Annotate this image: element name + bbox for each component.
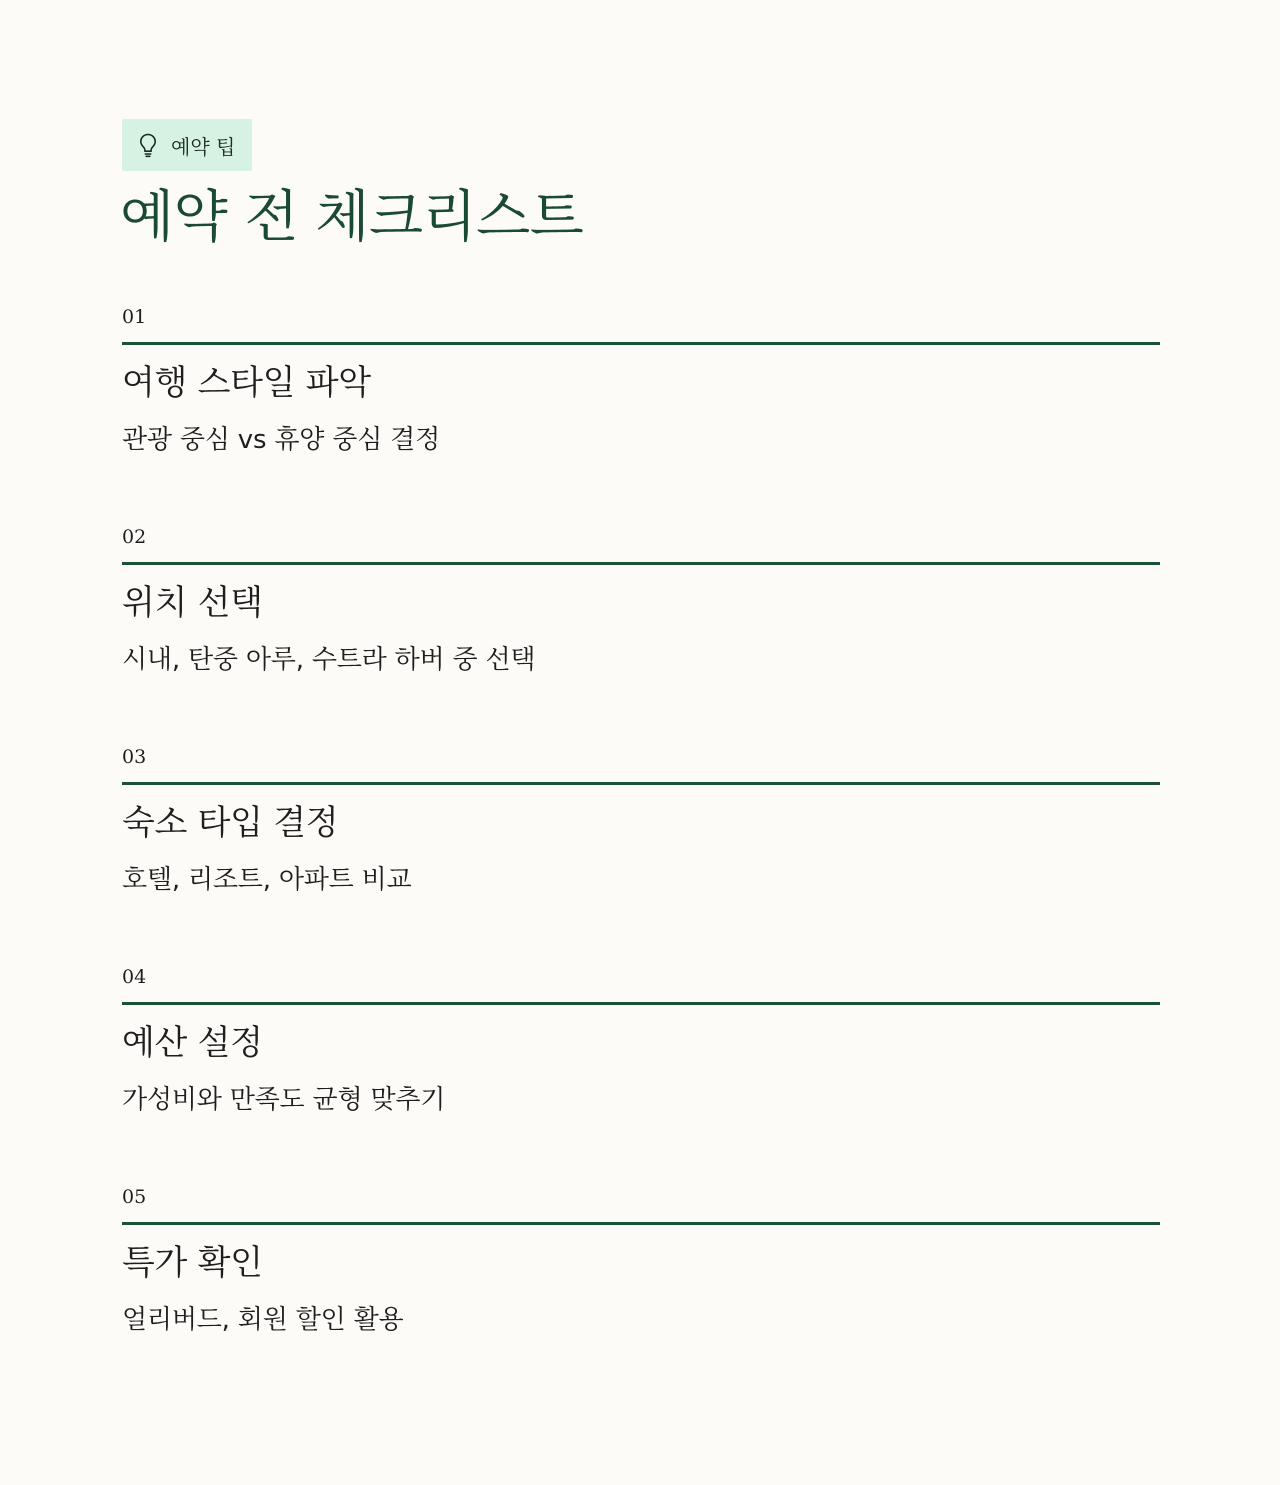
step-heading: 위치 선택 xyxy=(122,583,263,623)
step-number: 04 xyxy=(122,966,147,988)
step-heading: 특가 확인 xyxy=(122,1243,263,1283)
checklist-item xyxy=(122,965,1160,1185)
step-description: 가성비와 만족도 균형 맞추기 xyxy=(122,1085,446,1115)
divider xyxy=(122,782,1160,785)
checklist-item xyxy=(122,745,1160,965)
step-heading: 숙소 타입 결정 xyxy=(122,803,339,843)
divider xyxy=(122,562,1160,565)
divider xyxy=(122,342,1160,345)
divider xyxy=(122,1002,1160,1005)
step-number: 05 xyxy=(122,1186,147,1208)
tip-badge xyxy=(122,119,252,171)
checklist xyxy=(122,305,1160,1405)
step-heading: 여행 스타일 파악 xyxy=(122,363,371,403)
tip-badge-label: 예약 팁 xyxy=(171,134,236,159)
step-description: 시내, 탄중 아루, 수트라 하버 중 선택 xyxy=(122,645,536,675)
divider xyxy=(122,1222,1160,1225)
checklist-item xyxy=(122,1185,1160,1405)
step-description: 관광 중심 vs 휴양 중심 결정 xyxy=(122,425,441,455)
step-heading: 예산 설정 xyxy=(122,1023,263,1063)
checklist-item xyxy=(122,525,1160,745)
step-number: 01 xyxy=(122,306,147,328)
step-number: 02 xyxy=(122,526,147,548)
lightbulb-icon xyxy=(137,132,159,158)
step-description: 호텔, 리조트, 아파트 비교 xyxy=(122,865,412,895)
step-number: 03 xyxy=(122,746,147,768)
checklist-item xyxy=(122,305,1160,525)
page-title: 예약 전 체크리스트 xyxy=(120,185,584,250)
step-description: 얼리버드, 회원 할인 활용 xyxy=(122,1305,404,1335)
